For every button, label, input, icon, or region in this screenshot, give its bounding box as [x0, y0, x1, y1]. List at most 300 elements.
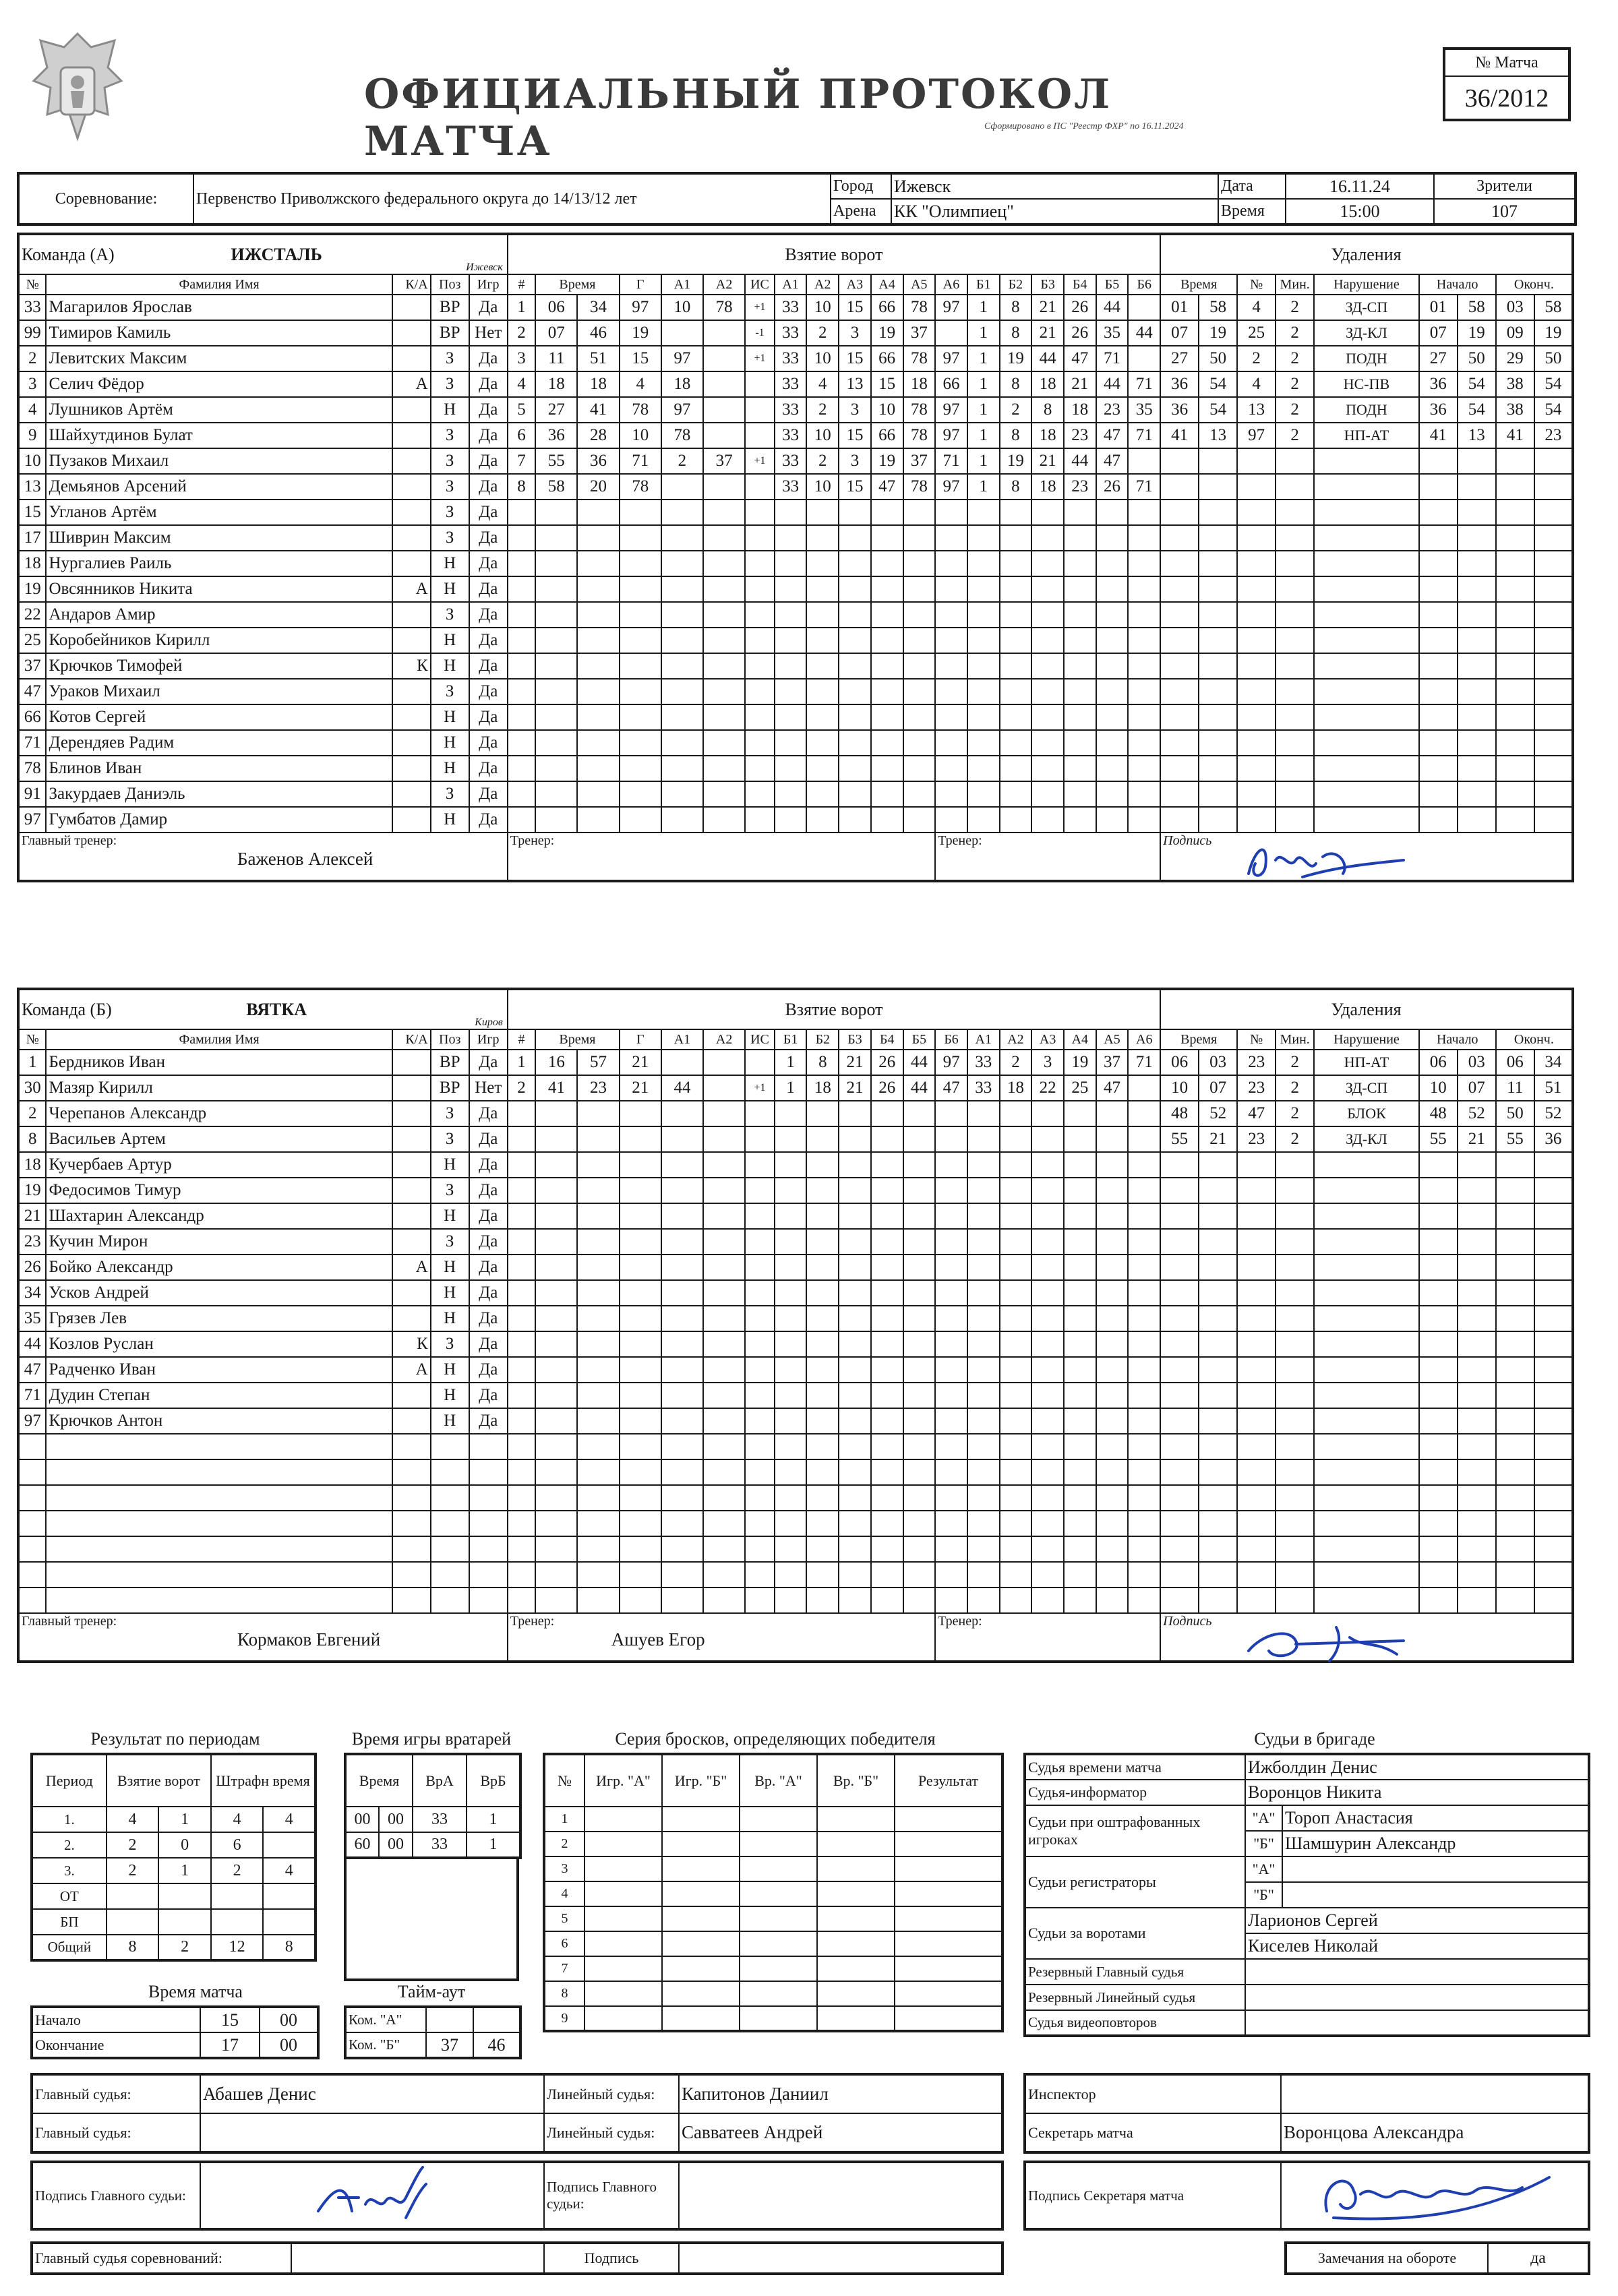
goal-cell — [871, 1485, 903, 1511]
goal-cell — [1064, 679, 1096, 704]
goalie-value: 00 — [379, 1807, 413, 1832]
goal-cell — [703, 679, 745, 704]
goal-cell — [703, 730, 745, 756]
penalty-cell: 21 — [1458, 1126, 1496, 1152]
goal-cell — [903, 1511, 936, 1536]
goal-cell — [1128, 1203, 1160, 1229]
penalty-cell — [1458, 1306, 1496, 1331]
goalie-value: 33 — [413, 1807, 467, 1832]
signature-label: Подпись — [1163, 833, 1212, 848]
penalty-cell — [1237, 1280, 1276, 1306]
player-played: Да — [469, 500, 508, 525]
team-a-header-cell: Б4 — [1064, 274, 1096, 295]
goal-cell: 19 — [1000, 448, 1032, 474]
player-role — [392, 1126, 431, 1152]
penalty-cell — [1496, 679, 1534, 704]
goal-cell: 23 — [1064, 474, 1096, 500]
goal-cell — [1096, 1306, 1129, 1331]
registrar-label: Судьи регистраторы — [1025, 1856, 1245, 1908]
goal-cell — [577, 730, 619, 756]
goal-cell: 2 — [806, 397, 839, 423]
goal-cell — [1000, 1152, 1032, 1178]
goal-cell: 66 — [871, 423, 903, 448]
penalty-cell — [1458, 1459, 1496, 1485]
shootout-row — [544, 1931, 1002, 1956]
goal-cell — [1064, 730, 1096, 756]
penalty-cell — [1314, 1459, 1419, 1485]
team-b-player-row — [18, 1357, 1573, 1383]
penalty-cell: 50 — [1496, 1101, 1534, 1126]
shootout-cell — [895, 1956, 1002, 1981]
penalty-cell — [1237, 1306, 1276, 1331]
timeout-b-ss: 46 — [473, 2032, 520, 2058]
goal-cell — [703, 551, 745, 576]
goal-cell: 18 — [577, 371, 619, 397]
goal-cell — [871, 1229, 903, 1255]
goal-cell — [806, 807, 839, 833]
goal-cell — [903, 1152, 936, 1178]
goal-cell: 1 — [967, 448, 1000, 474]
penalty-cell: 01 — [1160, 295, 1199, 320]
penalty-cell — [1237, 1562, 1276, 1588]
goal-cell — [967, 525, 1000, 551]
penalty-cell: 58 — [1199, 295, 1237, 320]
goal-cell — [935, 320, 967, 346]
penalty-cell: 38 — [1496, 397, 1534, 423]
team-a-header-cell: Начало — [1419, 274, 1496, 295]
period-value: 2 — [211, 1858, 264, 1883]
goal-cell — [1128, 756, 1160, 781]
shootout-cell — [740, 1956, 817, 1981]
goal-cell — [577, 1331, 619, 1357]
goal-cell — [1064, 551, 1096, 576]
head-referee-label-2: Главный судья: — [32, 2113, 200, 2152]
goal-cell — [745, 1562, 775, 1588]
penalty-cell — [1199, 474, 1237, 500]
penalty-cell — [1199, 602, 1237, 628]
period-value — [263, 1832, 316, 1858]
goalie-value: 60 — [345, 1832, 379, 1858]
goal-cell — [806, 628, 839, 653]
penalty-cell — [1276, 1255, 1314, 1280]
goal-cell — [577, 1383, 619, 1408]
goal-cell — [967, 1562, 1000, 1588]
goal-cell: 28 — [577, 423, 619, 448]
penalty-cell — [1496, 576, 1534, 602]
goal-cell — [903, 1459, 936, 1485]
penalty-cell: 50 — [1458, 346, 1496, 371]
goal-cell — [745, 1050, 775, 1075]
officials-table — [1023, 1753, 1590, 2037]
goal-cell: 8 — [1000, 320, 1032, 346]
goal-cell: 22 — [1031, 1075, 1064, 1101]
penalty-cell — [1534, 1459, 1573, 1485]
goal-cell — [935, 1357, 967, 1383]
team-b-section — [17, 988, 1574, 1663]
player-role — [392, 756, 431, 781]
goal-cell — [967, 1126, 1000, 1152]
shootout-cell — [817, 1906, 895, 1931]
player-name — [46, 1485, 392, 1511]
shootout-cell — [662, 1807, 740, 1832]
head-referee-2 — [200, 2113, 544, 2152]
penalty-cell — [1314, 1536, 1419, 1562]
penalty-cell: 58 — [1534, 295, 1573, 320]
penalty-cell — [1534, 1357, 1573, 1383]
player-name — [46, 1562, 392, 1588]
penalty-cell — [1199, 525, 1237, 551]
goal-cell: 78 — [903, 423, 936, 448]
player-played: Да — [469, 1357, 508, 1383]
penalty-cell — [1419, 602, 1458, 628]
goal-cell: 15 — [839, 423, 871, 448]
team-b-coach1: Ашуев Егор — [611, 1629, 705, 1650]
goalie-value: 1 — [467, 1832, 520, 1858]
goal-cell — [871, 1152, 903, 1178]
goal-cell — [1000, 1536, 1032, 1562]
goal-cell — [806, 1306, 839, 1331]
team-a-header-cell: Б1 — [967, 274, 1000, 295]
goal-cell — [1064, 576, 1096, 602]
goal-cell — [535, 1178, 577, 1203]
goal-cell — [535, 1306, 577, 1331]
goal-cell — [577, 1485, 619, 1511]
secretary-label: Секретарь матча — [1025, 2113, 1281, 2152]
penalty-cell: 23 — [1237, 1050, 1276, 1075]
period-value — [263, 1883, 316, 1909]
team-b-coach-signature — [1235, 1614, 1410, 1661]
player-role: К — [392, 1331, 431, 1357]
goal-cell — [1128, 1562, 1160, 1588]
shootout-table — [543, 1753, 1004, 2032]
goal-cell — [1128, 704, 1160, 730]
goal-cell — [839, 602, 871, 628]
goal-cell: 37 — [703, 448, 745, 474]
spectators-value: 107 — [1434, 199, 1576, 224]
penalty-cell — [1199, 756, 1237, 781]
penalty-cell — [1458, 602, 1496, 628]
goal-cell — [661, 500, 703, 525]
player-played: Да — [469, 295, 508, 320]
penalty-cell: 25 — [1237, 320, 1276, 346]
team-b-header-cell: Нарушение — [1314, 1029, 1419, 1050]
goal-cell — [839, 1588, 871, 1613]
team-a-header-cell: А2 — [703, 274, 745, 295]
penalty-cell — [1237, 525, 1276, 551]
penalty-cell — [1419, 1383, 1458, 1408]
goal-cell — [806, 653, 839, 679]
penalty-cell: 50 — [1534, 346, 1573, 371]
player-position: Н — [431, 1152, 469, 1178]
goal-cell — [508, 1383, 535, 1408]
goal-cell — [703, 1152, 745, 1178]
goal-cell — [903, 1485, 936, 1511]
goal-cell — [775, 730, 807, 756]
goal-cell — [745, 1383, 775, 1408]
goal-cell — [1128, 1229, 1160, 1255]
goal-cell — [703, 756, 745, 781]
goal-cell — [577, 1178, 619, 1203]
goal-cell: 8 — [1000, 371, 1032, 397]
goal-cell: 35 — [1128, 397, 1160, 423]
goal-cell — [903, 1383, 936, 1408]
player-name: Котов Сергей — [46, 704, 392, 730]
penalty-cell: 48 — [1419, 1101, 1458, 1126]
player-number: 30 — [18, 1075, 46, 1101]
penalty-cell — [1160, 1331, 1199, 1357]
player-played: Да — [469, 1383, 508, 1408]
period-value: 8 — [263, 1935, 316, 1960]
time-label: Время — [1218, 199, 1286, 224]
penalty-cell — [1458, 1229, 1496, 1255]
team-b-player-row — [18, 1434, 1573, 1459]
penalty-cell — [1458, 551, 1496, 576]
player-name: Радченко Иван — [46, 1357, 392, 1383]
goal-cell — [1000, 1357, 1032, 1383]
goal-cell: 16 — [535, 1050, 577, 1075]
penalty-cell — [1160, 1203, 1199, 1229]
team-a-player-row — [18, 346, 1573, 371]
penalty-box-label: Судьи при оштрафованных игроках — [1025, 1805, 1245, 1856]
goal-cell — [661, 1562, 703, 1588]
team-a-player-row — [18, 628, 1573, 653]
goal-cell — [620, 1101, 661, 1126]
penalty-cell: 54 — [1458, 371, 1496, 397]
goal-cell — [1128, 1357, 1160, 1383]
goal-cell: 15 — [839, 295, 871, 320]
goal-cell — [1000, 602, 1032, 628]
team-a-header-cell: ИС — [745, 274, 775, 295]
goal-cell: +1 — [745, 346, 775, 371]
timekeeper-label: Судья времени матча — [1025, 1754, 1245, 1780]
player-position: ВР — [431, 1050, 469, 1075]
goal-cell: 18 — [903, 371, 936, 397]
goal-cell — [1128, 1383, 1160, 1408]
team-a-player-row — [18, 602, 1573, 628]
goal-cell — [577, 1229, 619, 1255]
period-value: 2 — [107, 1858, 159, 1883]
goal-cell: 15 — [620, 346, 661, 371]
goal-cell — [935, 730, 967, 756]
player-number: 17 — [18, 525, 46, 551]
penalty-cell: 51 — [1534, 1075, 1573, 1101]
goal-cell — [775, 628, 807, 653]
team-a-player-row — [18, 730, 1573, 756]
shootout-header: Игр. "Б" — [662, 1754, 740, 1807]
penalty-cell — [1534, 628, 1573, 653]
goal-cell — [1096, 602, 1129, 628]
goal-cell: 2 — [1000, 397, 1032, 423]
team-a-coach1-cell — [508, 833, 935, 881]
goal-cell: 41 — [535, 1075, 577, 1101]
goalie-a-header: ВрА — [413, 1754, 467, 1807]
goal-cell — [1064, 1178, 1096, 1203]
player-role — [392, 397, 431, 423]
goal-cell — [1031, 679, 1064, 704]
officials-title: Судьи в бригаде — [1254, 1729, 1375, 1749]
penalty-cell — [1237, 1383, 1276, 1408]
video-label: Судья видеоповторов — [1025, 2010, 1245, 2036]
penalty-cell — [1276, 1383, 1314, 1408]
goal-cell — [1064, 602, 1096, 628]
goal-cell — [745, 1357, 775, 1383]
goal-cell — [1064, 1280, 1096, 1306]
goal-cell — [1031, 1229, 1064, 1255]
goal-cell: 1 — [967, 474, 1000, 500]
goal-cell — [661, 1152, 703, 1178]
penalty-cell: 10 — [1160, 1075, 1199, 1101]
penalty-cell — [1276, 1331, 1314, 1357]
team-a-header-cell: Время — [535, 274, 619, 295]
goal-cell: 18 — [1031, 371, 1064, 397]
goal-cell: 21 — [1064, 371, 1096, 397]
goal-cell — [871, 1434, 903, 1459]
penalty-cell — [1237, 1178, 1276, 1203]
penalty-cell — [1160, 1434, 1199, 1459]
goal-cell — [620, 576, 661, 602]
player-role — [392, 295, 431, 320]
goal-cell: 33 — [967, 1075, 1000, 1101]
goal-cell — [620, 1536, 661, 1562]
penalty-cell — [1496, 1152, 1534, 1178]
penalty-cell — [1160, 1383, 1199, 1408]
goal-cell — [508, 500, 535, 525]
team-a-header-cell: Поз — [431, 274, 469, 295]
goal-cell — [661, 1101, 703, 1126]
player-number: 2 — [18, 346, 46, 371]
goal-cell — [1064, 756, 1096, 781]
goal-cell: 25 — [1064, 1075, 1096, 1101]
penalty-cell — [1534, 448, 1573, 474]
period-goals-header: Взятие ворот — [107, 1754, 211, 1807]
goal-cell — [871, 807, 903, 833]
goal-cell — [903, 1562, 936, 1588]
team-b-player-row — [18, 1280, 1573, 1306]
period-value: 4 — [107, 1807, 159, 1832]
team-b-city: Киров — [475, 1017, 503, 1028]
goal-cell — [839, 781, 871, 807]
goal-cell — [535, 602, 577, 628]
player-role — [392, 1178, 431, 1203]
goal-cell — [871, 1203, 903, 1229]
shootout-row — [544, 1981, 1002, 2006]
penalty-cell — [1458, 756, 1496, 781]
goal-cell — [839, 1511, 871, 1536]
penalty-cell — [1160, 1152, 1199, 1178]
player-played — [469, 1562, 508, 1588]
goal-cell — [661, 807, 703, 833]
penalty-cell — [1199, 1152, 1237, 1178]
goal-cell — [535, 653, 577, 679]
goal-cell — [1000, 807, 1032, 833]
goal-cell: 71 — [1128, 1050, 1160, 1075]
goal-cell — [871, 1536, 903, 1562]
goal-cell — [1064, 1383, 1096, 1408]
penalty-cell — [1534, 1536, 1573, 1562]
period-value — [211, 1883, 264, 1909]
goal-cell — [1031, 1178, 1064, 1203]
penalty-cell — [1314, 576, 1419, 602]
player-position: ВР — [431, 295, 469, 320]
goal-cell — [508, 1485, 535, 1511]
goal-cell — [1128, 346, 1160, 371]
goal-cell — [745, 1152, 775, 1178]
team-a-header-cell: К/А — [392, 274, 431, 295]
goal-cell — [508, 1152, 535, 1178]
goal-cell — [1064, 525, 1096, 551]
goal-cell — [703, 1331, 745, 1357]
goal-cell: 44 — [903, 1075, 936, 1101]
player-name: Пузаков Михаил — [46, 448, 392, 474]
player-number: 2 — [18, 1101, 46, 1126]
team-a-player-row — [18, 371, 1573, 397]
goal-cell — [577, 500, 619, 525]
goal-cell — [1000, 1255, 1032, 1280]
shootout-header: Вр. "Б" — [817, 1754, 895, 1807]
penalty-cell — [1458, 474, 1496, 500]
goal-cell — [1128, 1331, 1160, 1357]
player-name: Бердников Иван — [46, 1050, 392, 1075]
goal-cell — [1064, 500, 1096, 525]
goal-cell — [703, 1178, 745, 1203]
shootout-cell — [585, 1881, 662, 1906]
goal-cell — [620, 1434, 661, 1459]
match-info-table — [17, 172, 1577, 226]
goal-cell: 7 — [508, 448, 535, 474]
arena-label: Арена — [831, 199, 891, 224]
goal-cell — [839, 1408, 871, 1434]
penalty-cell — [1314, 1511, 1419, 1536]
goal-cell — [1096, 653, 1129, 679]
goal-cell — [620, 781, 661, 807]
goal-cell: 37 — [903, 448, 936, 474]
goal-cell — [1096, 1485, 1129, 1511]
penalty-cell — [1276, 1434, 1314, 1459]
goal-cell — [775, 1126, 807, 1152]
penalty-cell — [1496, 1562, 1534, 1588]
goal-cell: 44 — [1128, 320, 1160, 346]
penalty-cell: 06 — [1160, 1050, 1199, 1075]
penalty-cell: НП-АТ — [1314, 1050, 1419, 1075]
player-number: 37 — [18, 653, 46, 679]
penalty-cell — [1534, 679, 1573, 704]
player-role — [392, 781, 431, 807]
penalty-cell — [1237, 500, 1276, 525]
penalty-cell — [1458, 1280, 1496, 1306]
goal-cell: 78 — [903, 295, 936, 320]
team-b-header-cell: Б4 — [871, 1029, 903, 1050]
penalty-cell — [1199, 1536, 1237, 1562]
player-position: З — [431, 346, 469, 371]
player-role — [392, 474, 431, 500]
penalty-cell: 10 — [1419, 1075, 1458, 1101]
goal-cell — [661, 1050, 703, 1075]
goal-cell: 37 — [903, 320, 936, 346]
goal-cell — [806, 1178, 839, 1203]
penalty-cell — [1237, 1408, 1276, 1434]
goal-cell — [935, 1536, 967, 1562]
timekeeper-value: Ижболдин Денис — [1245, 1754, 1589, 1780]
goal-cell — [1064, 1203, 1096, 1229]
goal-cell: 1 — [508, 295, 535, 320]
goal-cell — [806, 1203, 839, 1229]
goal-cell — [839, 1280, 871, 1306]
reserve-line-label: Резервный Линейный судья — [1025, 1985, 1245, 2010]
team-a-header-cell: Г — [620, 274, 661, 295]
goal-cell — [1064, 1588, 1096, 1613]
goal-cell — [661, 653, 703, 679]
goal-cell — [871, 1511, 903, 1536]
